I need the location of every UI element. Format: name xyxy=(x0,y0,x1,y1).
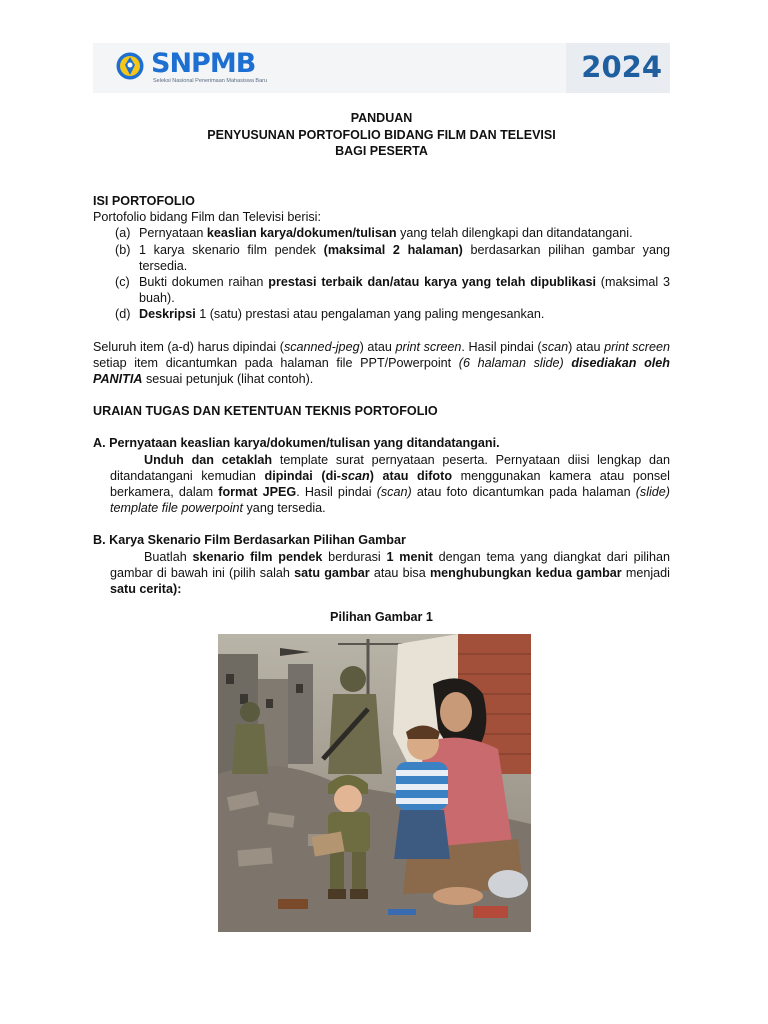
list-item-text: Pernyataan keaslian karya/dokumen/tulisan yang telah dilengkapi dan ditandatangani. xyxy=(139,226,633,241)
title-line-2: PENYUSUNAN PORTOFOLIO BIDANG FILM DAN TELEVISI xyxy=(207,127,556,142)
logo-subtext: Seleksi Nasional Penerimaan Mahasiswa Baru xyxy=(153,78,268,84)
list-item-label: (b) xyxy=(115,242,131,257)
section-b-paragraph: Buatlah skenario film pendek berdurasi 1 menit dengan tema yang diangkat dari pilihan gambar di bawah ini (pilih salah satu gambar atau bisa menghubungkan kedua gambar menjadi satu cerita): xyxy=(110,549,670,597)
title-line-3: BAGI PESERTA xyxy=(335,144,428,158)
war-scene-illustration-icon xyxy=(218,634,531,932)
section-heading-isi: ISI PORTOFOLIO xyxy=(93,194,195,208)
document-title xyxy=(93,110,670,160)
isi-intro: Portofolio bidang Film dan Televisi berisi: xyxy=(93,210,321,225)
list-item-text: 1 karya skenario film pendek (maksimal 2 halaman) berdasarkan pilihan gambar yang tersedia. xyxy=(139,242,670,273)
title-line-1: PANDUAN xyxy=(350,111,413,125)
list-item xyxy=(93,225,670,241)
image-caption: Pilihan Gambar 1 xyxy=(330,610,433,625)
tut-wuri-handayani-logo-icon xyxy=(115,51,145,81)
year-label: 2024 xyxy=(581,50,662,84)
list-item-label: (a) xyxy=(115,226,131,241)
list-item xyxy=(93,306,670,322)
document-body xyxy=(93,193,670,625)
isi-list xyxy=(93,225,670,322)
list-item xyxy=(93,242,670,274)
list-item-label: (d) xyxy=(115,307,131,322)
logo-text: SNPMB xyxy=(151,48,256,79)
year-box xyxy=(566,43,670,93)
isi-paragraph: Seluruh item (a-d) harus dipindai (scanned-jpeg) atau print screen. Hasil pindai (scan) atau print screen setiap item dicantumkan pada halaman file PPT/Powerpoint (6 halaman slide) disediakan oleh PANITIA sesuai petunjuk (lihat contoh). xyxy=(93,339,670,387)
scenario-illustration xyxy=(218,634,531,932)
section-heading-b: B. Karya Skenario Film Berdasarkan Pilihan Gambar xyxy=(93,533,406,548)
section-heading-uraian: URAIAN TUGAS DAN KETENTUAN TEKNIS PORTOFOLIO xyxy=(93,404,438,419)
section-a-paragraph: Unduh dan cetaklah template surat pernyataan peserta. Pernyataan diisi lengkap dan ditandatangani kemudian dipindai (di-scan) atau difoto menggunakan kamera atau ponsel berkamera, dalam format JPEG. Hasil pindai (scan) atau foto dicantumkan pada halaman (slide) template file powerpoint yang tersedia. xyxy=(110,452,670,516)
list-item-text: Deskripsi 1 (satu) prestasi atau pengalaman yang paling mengesankan. xyxy=(139,307,545,322)
document-header xyxy=(93,43,670,93)
list-item-text: Bukti dokumen raihan prestasi terbaik dan/atau karya yang telah dipublikasi (maksimal 3 buah). xyxy=(139,275,670,306)
list-item-label: (c) xyxy=(115,275,130,290)
section-heading-a: A. Pernyataan keaslian karya/dokumen/tulisan yang ditandatangani. xyxy=(93,436,500,451)
list-item xyxy=(93,274,670,306)
